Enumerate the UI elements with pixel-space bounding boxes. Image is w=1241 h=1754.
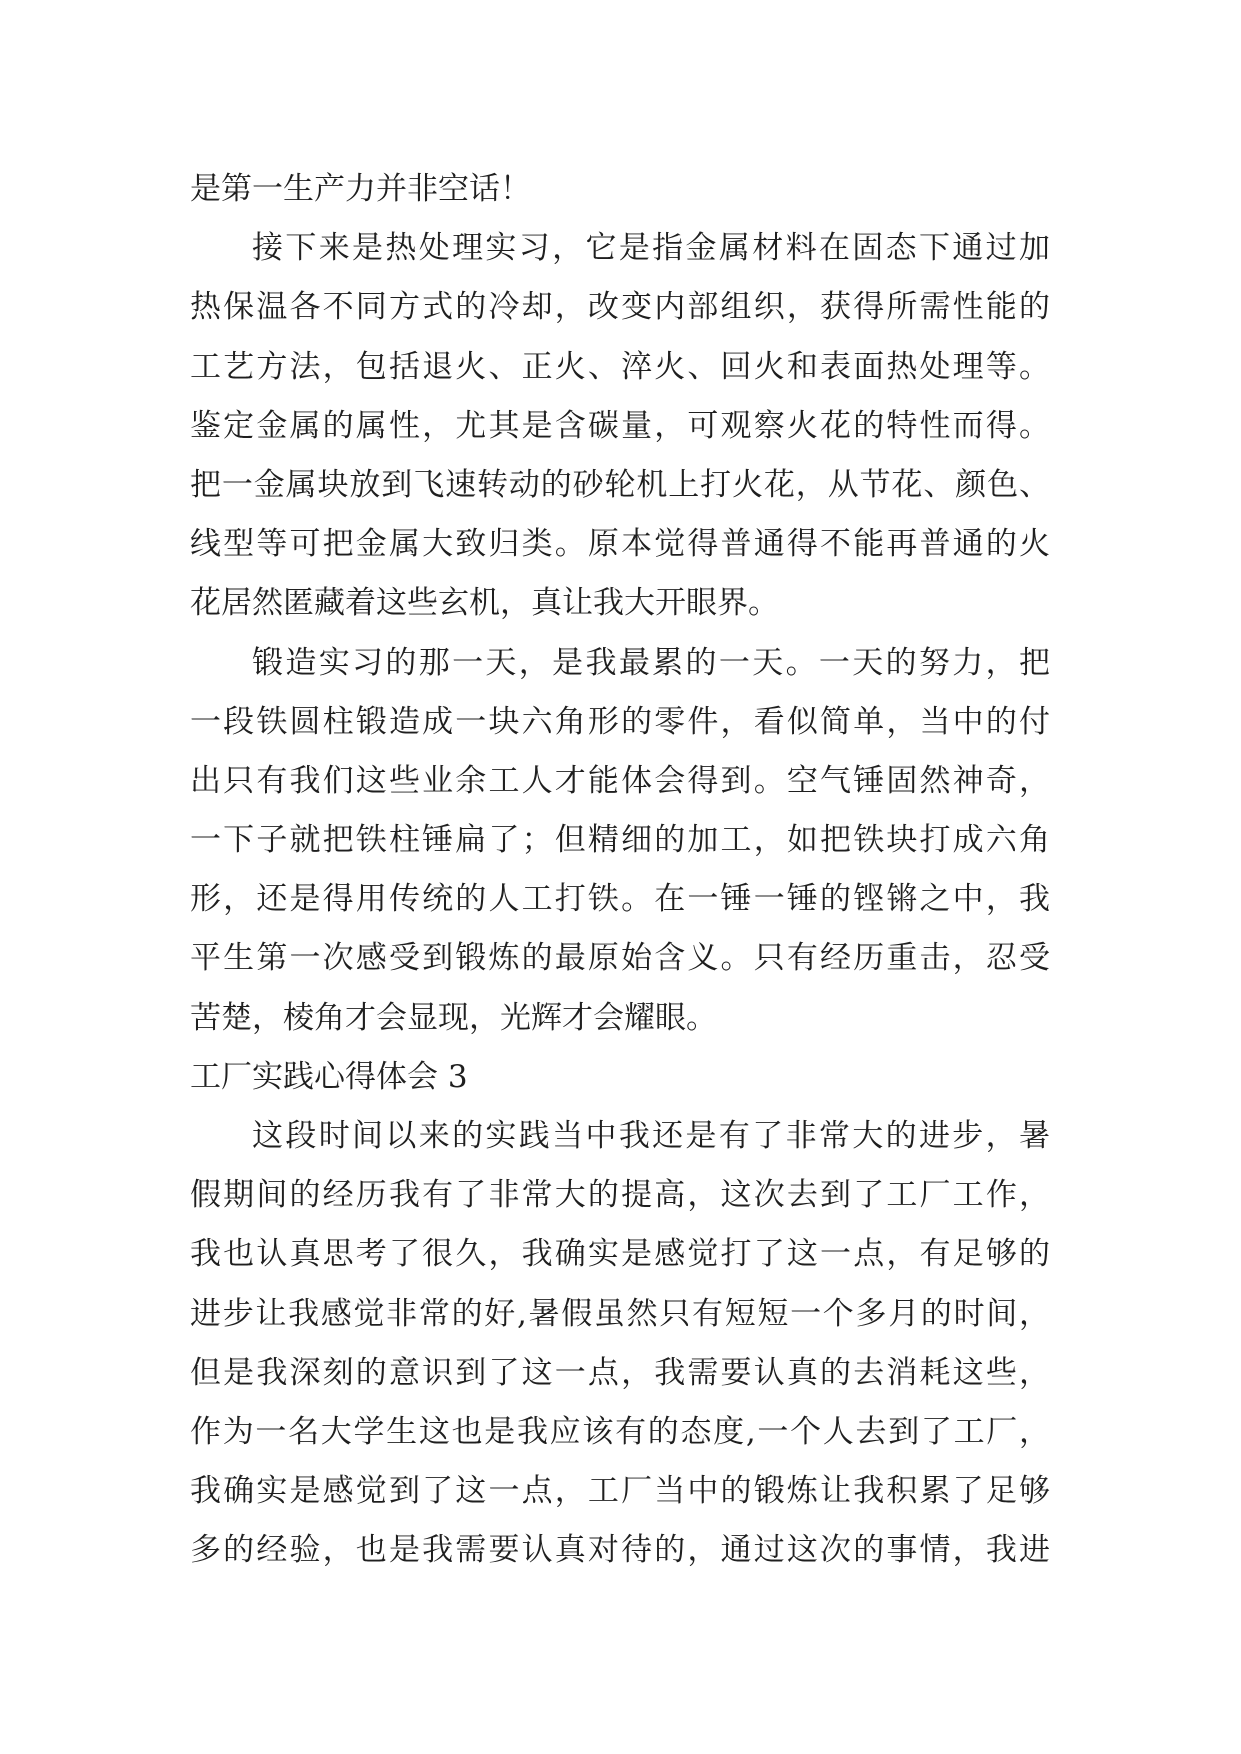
paragraph-first-line: 这段时间以来的实践当中我还是有了非常大的进步，暑 — [252, 1118, 1050, 1154]
text-line: 一段铁圆柱锻造成一块六角形的零件，看似简单，当中的付 — [190, 703, 1050, 740]
text-line: 平生第一次感受到锻炼的最原始含义。只有经历重击，忍受 — [190, 940, 1050, 977]
text-line: 出只有我们这些业余工人才能体会得到。空气锤固然神奇， — [190, 762, 1050, 799]
text-line: 工艺方法，包括退火、正火、淬火、回火和表面热处理等。 — [190, 348, 1050, 385]
text-line: 把一金属块放到飞速转动的砂轮机上打火花，从节花、颜色、 — [190, 466, 1050, 503]
text-line: 线型等可把金属大致归类。原本觉得普通得不能再普通的火 — [190, 526, 1050, 563]
text-line: 我也认真思考了很久，我确实是感觉打了这一点，有足够的 — [190, 1236, 1050, 1273]
text-line: 热保温各不同方式的冷却，改变内部组织，获得所需性能的 — [190, 289, 1050, 326]
text-line: 但是我深刻的意识到了这一点，我需要认真的去消耗这些， — [190, 1354, 1050, 1391]
document-body — [190, 160, 1050, 1581]
text-line: 形，还是得用传统的人工打铁。在一锤一锤的铿锵之中，我 — [190, 881, 1050, 918]
text-line: 鉴定金属的属性，尤其是含碳量，可观察火花的特性而得。 — [190, 407, 1050, 444]
text-line: 是第一生产力并非空话！ — [190, 171, 531, 207]
text-line: 一下子就把铁柱锤扁了；但精细的加工，如把铁块打成六角 — [190, 822, 1050, 859]
paragraph-first-line: 接下来是热处理实习，它是指金属材料在固态下通过加 — [252, 230, 1050, 267]
text-line: 苦楚，棱角才会显现，光辉才会耀眼。 — [190, 999, 717, 1036]
text-line: 花居然匿藏着这些玄机，真让我大开眼界。 — [190, 585, 779, 622]
text-line: 多的经验，也是我需要认真对待的，通过这次的事情，我进 — [190, 1532, 1050, 1569]
text-line: 作为一名大学生这也是我应该有的态度,一个人去到了工厂， — [190, 1413, 1050, 1450]
paragraph-first-line: 锻造实习的那一天，是我最累的一天。一天的努力，把 — [252, 644, 1050, 681]
text-line: 假期间的经历我有了非常大的提高，这次去到了工厂工作， — [190, 1177, 1050, 1214]
text-line: 我确实是感觉到了这一点，工厂当中的锻炼让我积累了足够 — [190, 1473, 1050, 1510]
section-heading: 工厂实践心得体会 3 — [190, 1058, 468, 1095]
text-line: 进步让我感觉非常的好,暑假虽然只有短短一个多月的时间， — [190, 1295, 1050, 1332]
